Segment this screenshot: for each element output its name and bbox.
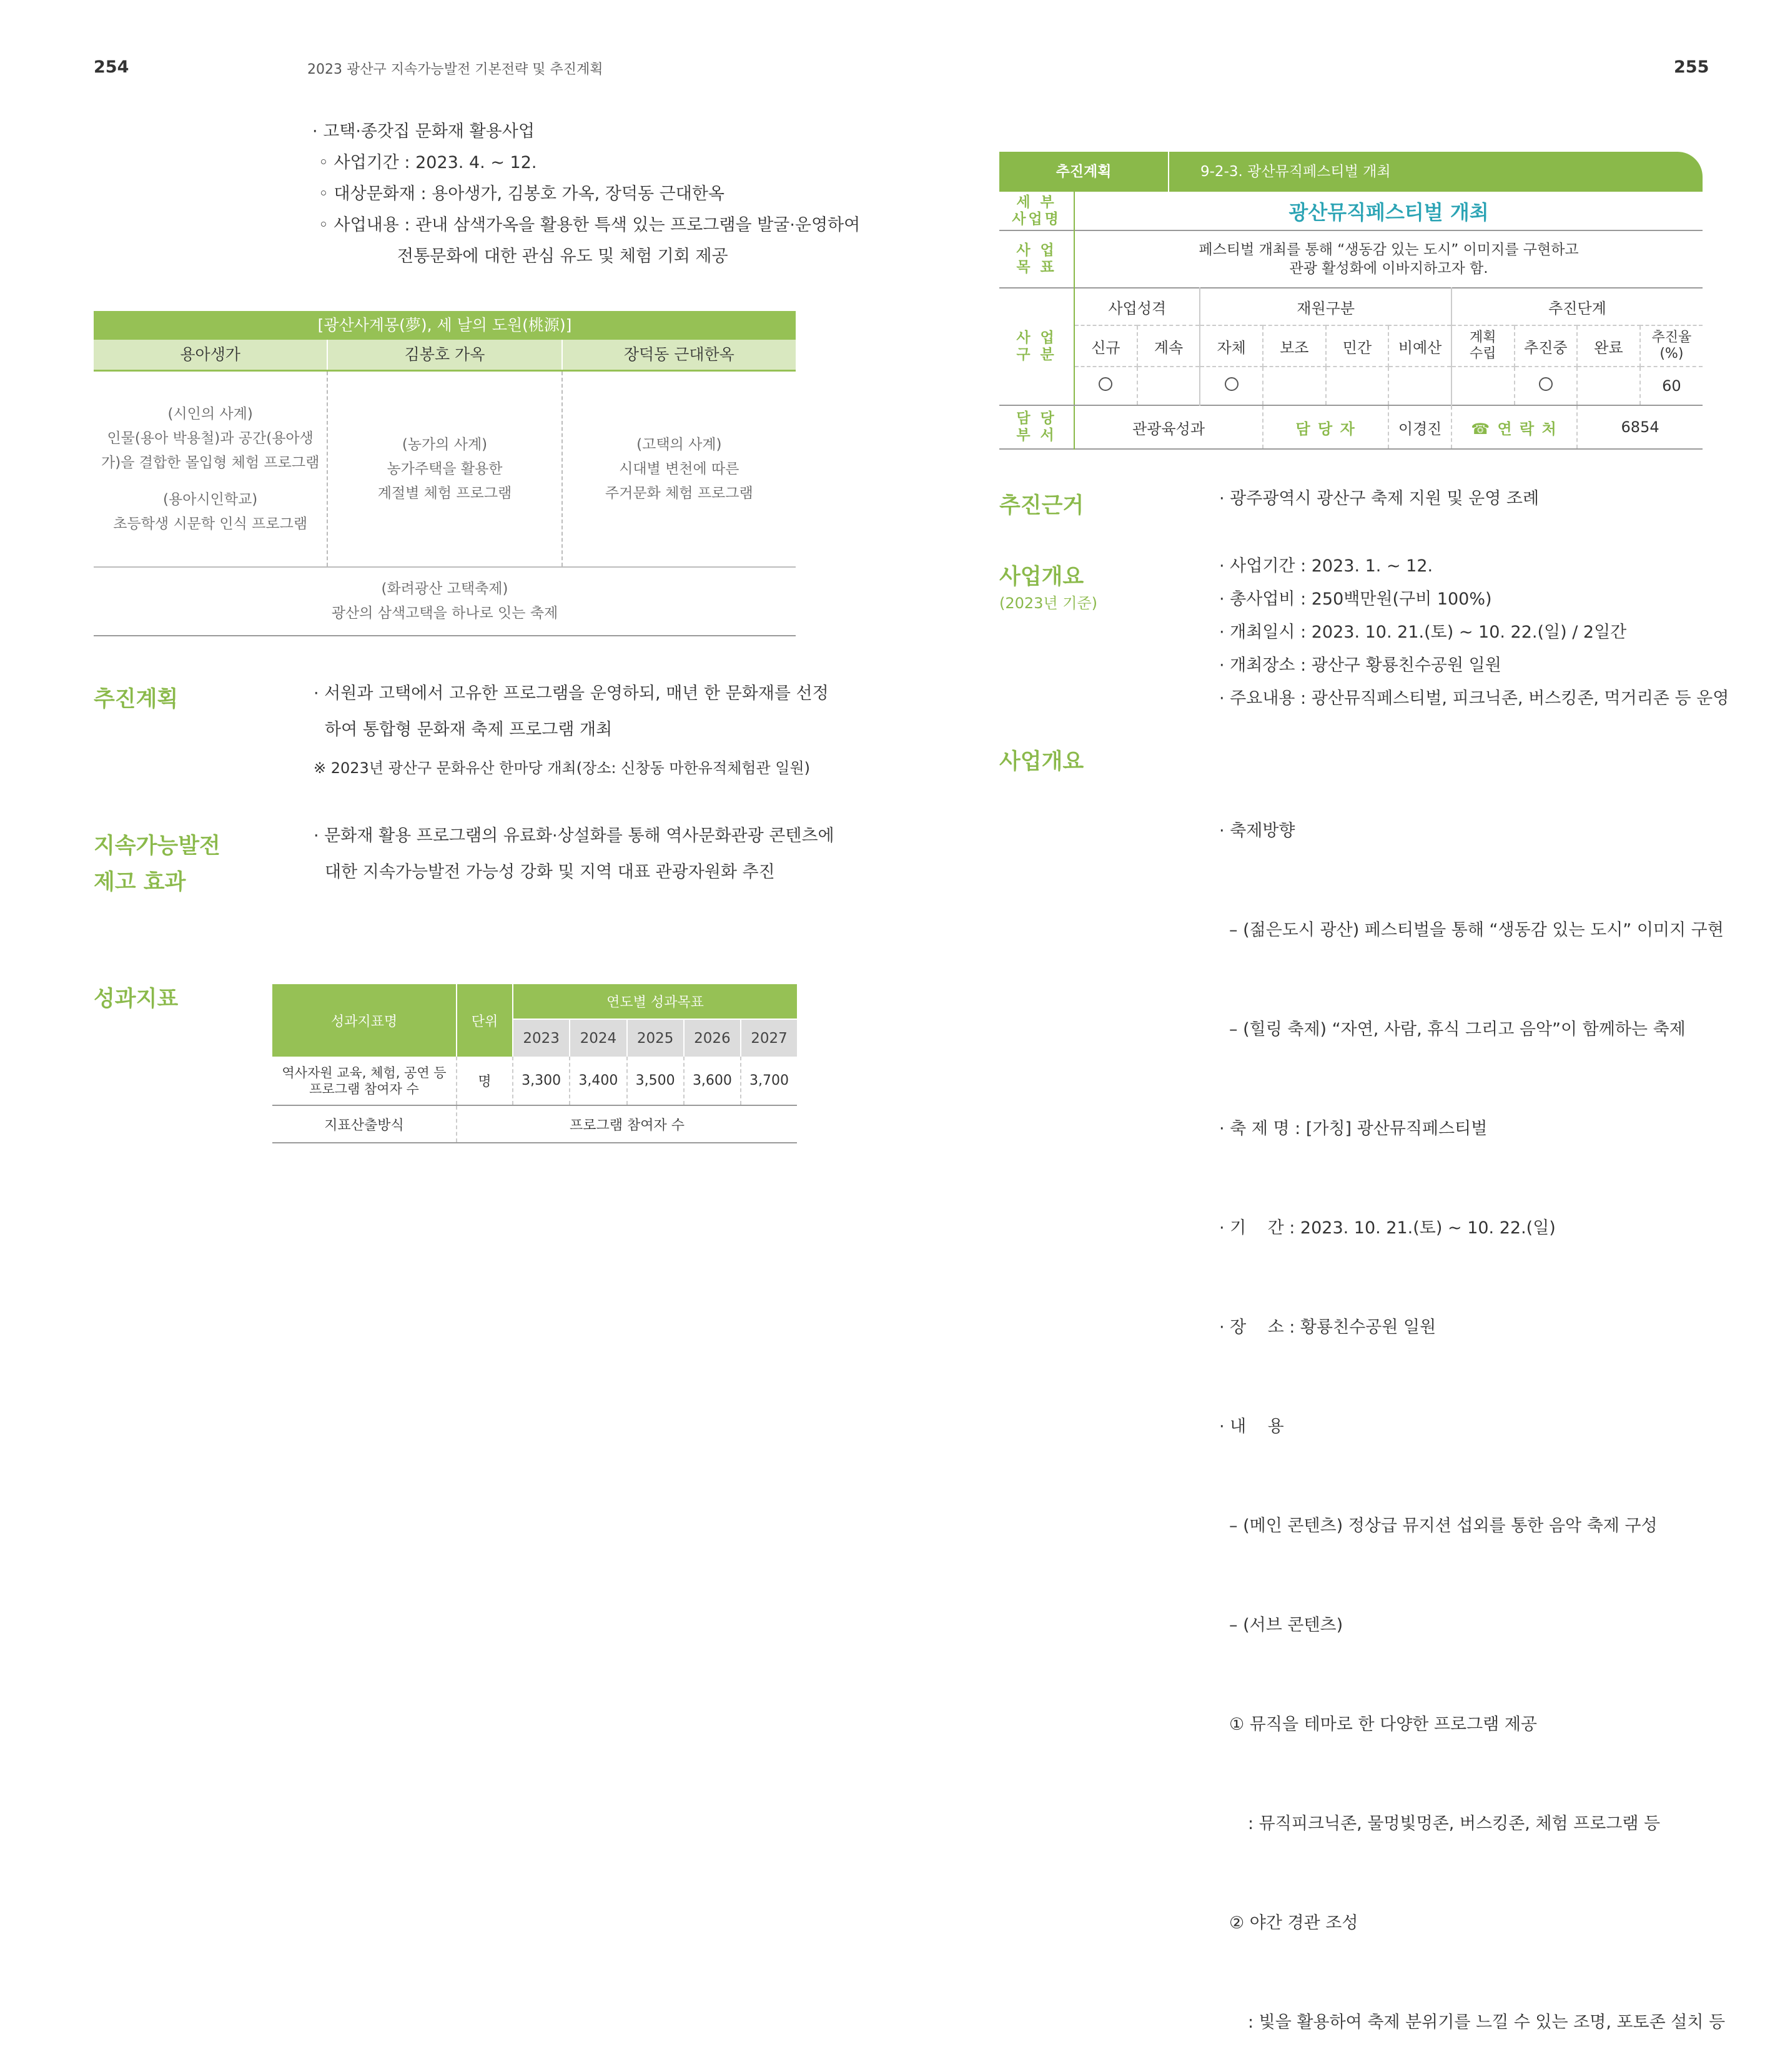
kpi-row-name — [272, 1057, 457, 1105]
sub-done: 완료 — [1577, 325, 1640, 367]
heritage-cell — [94, 372, 327, 566]
sub-progress: 추진중 — [1515, 325, 1578, 367]
overview1-item: · 개최일시 : 2023. 10. 21.(토) ~ 10. 22.(일) / 2일간 — [1219, 623, 1627, 642]
goal-line: 관광 활성화에 이바지하고자 함. — [1289, 260, 1488, 277]
kpi-col-years: 연도별 성과목표 — [513, 984, 797, 1019]
kpi-table — [272, 984, 797, 1143]
detail-value: 광산뮤직페스티벌 개최 — [1288, 200, 1489, 224]
heritage-table-footer — [94, 566, 796, 636]
goal-label — [999, 230, 1074, 288]
circle-mark-icon — [1539, 377, 1553, 391]
overview2-item: – (메인 콘텐츠) 정상급 뮤지션 섭외를 통한 음악 축제 구성 — [1229, 1516, 1658, 1536]
intro-line: ◦ 사업기간 : 2023. 4. ~ 12. — [319, 153, 537, 172]
intro-line: 전통문화에 대한 관심 유도 및 체험 기회 제공 — [397, 247, 728, 266]
group-fund: 재원구분 — [1200, 288, 1451, 325]
kpi-year: 2027 — [741, 1019, 797, 1057]
sub-cont: 계속 — [1137, 325, 1200, 367]
overview2-item: · 축 제 명 : [가칭] 광산뮤직페스티벌 — [1219, 1119, 1488, 1138]
mark-done — [1577, 367, 1640, 405]
heritage-col: 김봉호 가옥 — [327, 340, 561, 370]
overview2-list — [1219, 748, 1725, 2072]
heritage-cell-line: 가)을 결합한 몰입형 체험 프로그램 — [101, 454, 320, 471]
overview1-item: · 사업기간 : 2023. 1. ~ 12. — [1219, 556, 1433, 576]
kpi-col-unit: 단위 — [457, 984, 513, 1057]
heritage-cell-line: 계절별 체험 프로그램 — [377, 485, 512, 501]
kpi-method-label: 지표산출방식 — [272, 1105, 457, 1143]
contact-label: ☎ 연 락 처 — [1451, 405, 1577, 449]
dept-label-line: 부 서 — [1016, 427, 1057, 443]
heritage-cell-line: 인물(용아 박용철)과 공간(용아생 — [107, 430, 314, 446]
contact-value: 6854 — [1621, 418, 1659, 436]
detail-label-line: 세 부 — [1016, 194, 1057, 210]
mark-plan — [1451, 367, 1515, 405]
overview2-item: · 축제방향 — [1219, 821, 1295, 841]
sub-self: 자체 — [1200, 325, 1263, 367]
kpi-year: 2025 — [627, 1019, 684, 1057]
heritage-cell-line: 주거문화 체험 프로그램 — [605, 485, 753, 501]
overview1-heading: 사업개요 — [999, 565, 1084, 590]
class-label-line: 사 업 — [1016, 330, 1057, 346]
overview1-item: · 개최장소 : 광산구 황룡친수공원 일원 — [1219, 656, 1501, 675]
kpi-row-name-line: 역사자원 교육, 체험, 공연 등 — [282, 1065, 447, 1080]
summary-grid — [999, 192, 1703, 450]
project-summary-table — [999, 152, 1703, 450]
overview2-item: – (젊은도시 광산) 페스티벌을 통해 “생동감 있는 도시” 이미지 구현 — [1229, 920, 1724, 940]
mark-private — [1326, 367, 1389, 405]
group-nature: 사업성격 — [1074, 288, 1200, 325]
goal-line: 페스티벌 개최를 통해 “생동감 있는 도시” 이미지를 구현하고 — [1199, 242, 1579, 258]
overview2-item: · 기 간 : 2023. 10. 21.(토) ~ 10. 22.(일) — [1219, 1218, 1556, 1238]
heritage-cell-line: (시인의 사계) — [167, 405, 253, 422]
effect-heading-line: 제고 효과 — [94, 870, 186, 895]
running-head: 2023 광산구 지속가능발전 기본전략 및 추진계획 — [307, 62, 603, 77]
plan-text — [314, 676, 829, 748]
overview2-heading: 사업개요 — [999, 749, 1084, 774]
heritage-footer-line: 광산의 삼색고택을 하나로 잇는 축제 — [331, 605, 558, 621]
sub-private: 민간 — [1326, 325, 1389, 367]
kpi-method-value: 프로그램 참여자 수 — [569, 1117, 685, 1133]
kpi-value: 3,300 — [513, 1057, 570, 1105]
overview2-item: · 장 소 : 황룡친수공원 일원 — [1219, 1318, 1436, 1337]
summary-top-bar — [999, 152, 1703, 192]
overview1-subheading: (2023년 기준) — [999, 594, 1097, 612]
overview2-item: – (힐링 축제) “자연, 사람, 휴식 그리고 음악”이 함께하는 축제 — [1229, 1020, 1686, 1039]
kpi-year: 2026 — [684, 1019, 741, 1057]
dept-label-line: 담 당 — [1016, 410, 1057, 427]
sub-plan: 계획 수립 — [1451, 325, 1515, 367]
class-label — [999, 288, 1074, 405]
mark-self — [1200, 367, 1263, 405]
goal-value — [1074, 230, 1703, 288]
mark-new — [1074, 367, 1137, 405]
heritage-col: 장덕동 근대한옥 — [561, 340, 796, 370]
sub-rate: 추진율 (%) — [1640, 325, 1703, 367]
overview1-item: · 총사업비 : 250백만원(구비 100%) — [1219, 590, 1492, 609]
basis-text: · 광주광역시 광산구 축제 지원 및 운영 조례 — [1219, 489, 1540, 508]
kpi-year: 2023 — [513, 1019, 570, 1057]
heritage-footer-line: (화려광산 고택축제) — [381, 581, 508, 597]
mark-subsidy — [1263, 367, 1326, 405]
kpi-value: 3,600 — [684, 1057, 741, 1105]
circle-mark-icon — [1099, 377, 1112, 391]
page-number-left: 254 — [94, 57, 129, 77]
intro-line: ◦ 대상문화재 : 용아생가, 김봉호 가옥, 장덕동 근대한옥 — [319, 184, 724, 204]
overview2-item: : 뮤직피크닉존, 물멍빛멍존, 버스킹존, 체험 프로그램 등 — [1248, 1814, 1661, 1833]
person-label: 담 당 자 — [1263, 405, 1388, 449]
heritage-cell-line: (농가의 사계) — [402, 436, 488, 453]
effect-text — [314, 818, 834, 890]
sub-nonbudget: 비예산 — [1388, 325, 1451, 367]
goal-label-line: 목 표 — [1016, 259, 1057, 275]
goal-label-line: 사 업 — [1016, 242, 1057, 259]
class-label-line: 구 분 — [1016, 347, 1057, 363]
overview2-item: ② 야간 경관 조성 — [1229, 1913, 1358, 1933]
basis-heading: 추진근거 — [999, 493, 1084, 518]
heritage-cell-line: 초등학생 시문학 인식 프로그램 — [113, 515, 308, 532]
heritage-cell-line: (고택의 사계) — [636, 436, 722, 453]
kpi-value: 3,500 — [627, 1057, 684, 1105]
heritage-table-title: [광산사계몽(夢), 세 날의 도원(桃源)] — [94, 311, 796, 340]
heritage-cell — [327, 372, 561, 566]
effect-line: · 문화재 활용 프로그램의 유료화·상설화를 통해 역사문화관광 콘텐츠에 — [314, 826, 834, 846]
overview1-list — [1219, 550, 1729, 715]
kpi-col-name: 성과지표명 — [272, 984, 457, 1057]
dept-value: 관광육성과 — [1074, 405, 1263, 449]
overview2-item: · 내 용 — [1219, 1417, 1284, 1436]
intro-line: · 고택·종갓집 문화재 활용사업 — [312, 122, 535, 141]
detail-label-line: 사업명 — [1012, 210, 1061, 227]
overview1-item: · 주요내용 : 광산뮤직페스티벌, 피크닉존, 버스킹존, 먹거리존 등 운영 — [1219, 689, 1729, 708]
plan-note: ※ 2023년 광산구 문화유산 한마당 개최(장소: 신창동 마한유적체험관 일원) — [314, 759, 810, 777]
plan-line: 하여 통합형 문화재 축제 프로그램 개최 — [325, 720, 613, 739]
kpi-heading: 성과지표 — [94, 987, 179, 1012]
kpi-year: 2024 — [570, 1019, 626, 1057]
heritage-table-header — [94, 340, 796, 372]
kpi-value: 3,400 — [570, 1057, 626, 1105]
sub-new: 신규 — [1074, 325, 1137, 367]
effect-line: 대한 지속가능발전 가능성 강화 및 지역 대표 관광자원화 추진 — [325, 862, 775, 882]
mark-progress — [1515, 367, 1578, 405]
effect-heading-line: 지속가능발전 — [94, 834, 220, 859]
rate-value: 60 — [1662, 377, 1681, 395]
overview2-item: ① 뮤직을 테마로 한 다양한 프로그램 제공 — [1229, 1715, 1538, 1734]
heritage-cell-line: (용아시인학교) — [163, 491, 258, 508]
mark-nonbudget — [1388, 367, 1451, 405]
plan-line: · 서원과 고택에서 고유한 프로그램을 운영하되, 매년 한 문화재를 선정 — [314, 684, 829, 703]
detail-label — [999, 192, 1074, 230]
overview2-item: : 빛을 활용하여 축제 분위기를 느낄 수 있는 조명, 포토존 설치 등 — [1248, 2013, 1726, 2032]
heritage-cell-line: 시대별 변천에 따른 — [619, 460, 739, 477]
page-number-right: 255 — [1674, 57, 1709, 77]
heritage-col: 용아생가 — [180, 345, 240, 363]
mark-cont — [1137, 367, 1200, 405]
heritage-cell — [561, 372, 796, 566]
summary-top-label: 추진계획 — [999, 152, 1169, 192]
heritage-table-body — [94, 372, 796, 566]
sub-subsidy: 보조 — [1263, 325, 1326, 367]
kpi-value: 3,700 — [749, 1073, 789, 1088]
heritage-cell-line: 농가주택을 활용한 — [387, 460, 503, 477]
overview2-item: – (서브 콘텐츠) — [1229, 1616, 1343, 1635]
circle-mark-icon — [1225, 377, 1239, 391]
kpi-row-unit: 명 — [457, 1057, 513, 1105]
intro-line: ◦ 사업내용 : 관내 삼색가옥을 활용한 특색 있는 프로그램을 발굴·운영하여 — [319, 215, 861, 235]
group-stage: 추진단계 — [1451, 288, 1703, 325]
dept-label — [999, 405, 1074, 449]
heritage-table — [94, 311, 796, 636]
plan-heading: 추진계획 — [94, 687, 179, 712]
intro-list — [312, 116, 860, 272]
summary-top-code: 9-2-3. 광산뮤직페스티벌 개최 — [1200, 164, 1391, 180]
kpi-row-name-line: 프로그램 참여자 수 — [309, 1081, 419, 1097]
effect-heading — [94, 828, 220, 900]
person-value: 이경진 — [1388, 405, 1451, 449]
